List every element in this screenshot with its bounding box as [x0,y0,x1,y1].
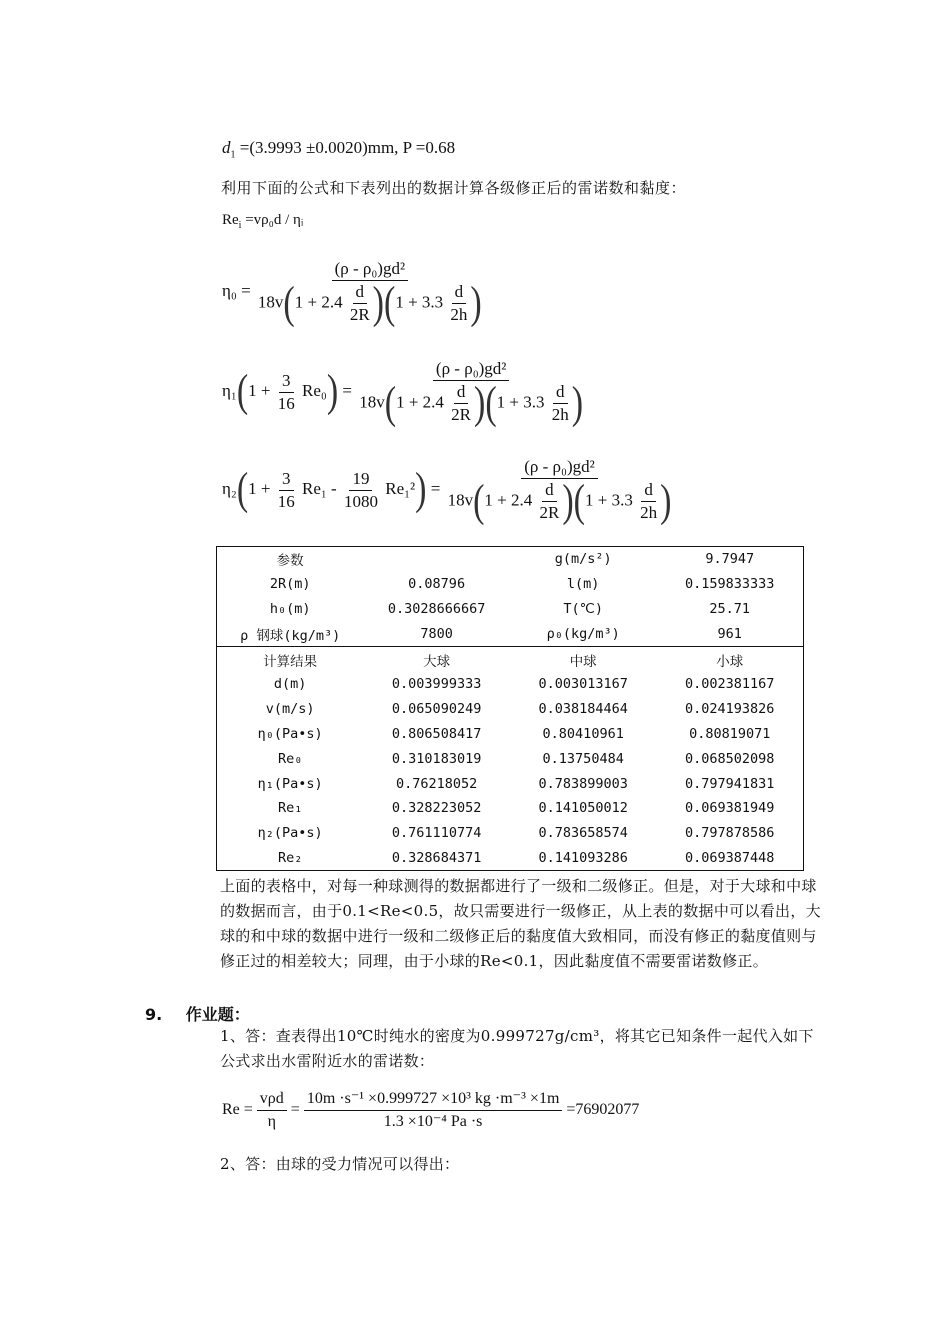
table-cell: 参数 [276,553,304,570]
table-cell: 0.038184464 [538,701,628,718]
answer-1: 1、答：查表得出10℃时纯水的密度为0.999727g/cm³，将其它已知条件一起代入如下公式求出水雷附近水的雷诺数： [220,1027,814,1070]
reynolds-equation: $Re_i =v\rho_0d$ / ηᵢ [222,212,304,231]
table-cell: 0.3028666667 [387,600,486,617]
table-cell: 2R(m) [269,576,311,593]
table-cell: Re₂ [277,849,303,866]
table-cell: 0.13750484 [542,750,624,767]
table-row [217,746,804,771]
table-cell: 0.80819071 [689,725,771,742]
table-row [217,572,804,597]
answer-2: 2、答：由球的受力情况可以得出： [220,1155,460,1173]
table-cell: d(m) [273,676,307,693]
table-cell: 0.806508417 [391,725,482,742]
table-cell: η₀(Pa•s) [257,725,323,742]
table-cell: 中球 [510,647,657,672]
analysis-paragraph: 上面的表格中，对每一种球测得的数据都进行了一级和二级修正。但是，对于大球和中球的数据而言，由于0.1<Re<0.5，故只需要进行一级修正，从上表的数据中可以看出，大球的和中球的数据中进行一级和二级修正后的黏度值大致相同，而没有修正的黏度值则与修正过的相差较大；同理，由于小球的Re<0.1，因此黏度值不需要雷诺数修正。 [220,877,821,970]
table-cell: 0.065090249 [391,701,482,718]
table-cell: 0.80410961 [542,725,624,742]
table-cell: η₂(Pa•s) [257,825,323,842]
table-cell: 0.310183019 [391,750,482,767]
table-cell: l(m) [566,576,600,593]
table-cell: 9.7947 [705,551,755,568]
table-cell: 0.003999333 [391,676,482,693]
table-cell: 0.783658574 [538,825,628,842]
table-row [217,672,804,697]
table-cell: 0.002381167 [685,676,775,693]
table-cell: 计算结果 [217,647,364,672]
table-row [217,621,804,646]
table-cell: 0.159833333 [685,576,775,593]
table-cell: 0.76218052 [395,775,478,792]
table-cell: 0.797878586 [685,825,775,842]
table-row [217,796,804,821]
water-reynolds-equation: Re = $\frac{\text{vρd}}{\eta}$ = $\frac{\text{10m ·s⁻¹ ×0.999727 ×10³ kg ·m⁻³ ×1m}}{\text{1.3 ×10⁻⁴ Pa ·s}}$ =76902077 [222,1090,640,1130]
table-row [217,597,804,622]
table-cell: 0.761110774 [391,825,482,842]
eta0-equation: η₀ = (ρ - ρ₀)gd² 18v(1 + 2.4 $\frac{d}{2R}$ )(1 + 3.3 $\frac{d}{2h}$ ) [222,259,482,328]
table-cell: ρ 钢球(kg/m³) [240,627,341,644]
section-heading [145,1002,250,1025]
table-cell: 0.328684371 [391,849,482,866]
table-cell: 0.797941831 [685,775,775,792]
table-cell: 小球 [656,647,803,672]
table-cell: Re₀ [277,750,303,767]
table-cell: 0.08796 [408,576,466,593]
table-cell: 0.328223052 [391,800,482,817]
table-cell: 0.141093286 [538,849,628,866]
table-cell [363,547,510,572]
results-table [216,546,804,871]
table-cell: g(m/s²) [554,551,612,568]
table-cell: 961 [717,625,742,642]
table-cell: h₀(m) [269,600,311,617]
table-row [217,722,804,747]
table-cell: 大球 [363,647,510,672]
section-title: 作业题： [185,1005,250,1024]
table-row [217,821,804,846]
table-cell: v(m/s) [265,701,315,718]
d1-result-equation: $d_1 =(3.9993 \pm 0.0020)mm$, P =0.68 [222,138,456,161]
table-cell: Re₁ [277,800,303,817]
eta1-equation: η₁(1 + $\frac{3}{16}$ Re₀) = (ρ - ρ₀)gd² 18v(1 + 2.4 $\frac{d}{2R}$ )(1 + 3.3 $\frac{d}{2h}$ ) [222,359,584,428]
table-cell: 7800 [420,625,453,642]
table-cell: 0.068502098 [685,750,775,767]
table-cell: 0.069381949 [685,800,775,817]
table-cell: T(℃) [563,600,603,617]
table-cell: ρ₀(kg/m³) [546,625,620,642]
table-cell: 25.71 [709,600,751,617]
table-cell: 0.141050012 [538,800,628,817]
table-cell: 0.024193826 [685,701,775,718]
table-row [217,697,804,722]
intro-text: 利用下面的公式和下表列出的数据计算各级修正后的雷诺数和黏度： [221,179,687,197]
table-row [217,647,804,672]
eta2-equation: η₂(1 + $\frac{3}{16}$ Re₁ - $\frac{19}{1080}$ Re₁²) = (ρ - ρ₀)gd² 18v(1 + 2.4 $\frac{d}{2R}$ )(1 + 3.3 $\frac{d}{2h}$ ) [222,457,672,526]
table-cell: 0.003013167 [538,676,628,693]
table-cell: 0.069387448 [685,849,775,866]
table-row [217,547,804,572]
table-row [217,846,804,871]
section-number: 9. [145,1005,163,1024]
table-row [217,771,804,796]
table-cell: 0.783899003 [538,775,628,792]
table-cell: η₁(Pa•s) [257,775,323,792]
